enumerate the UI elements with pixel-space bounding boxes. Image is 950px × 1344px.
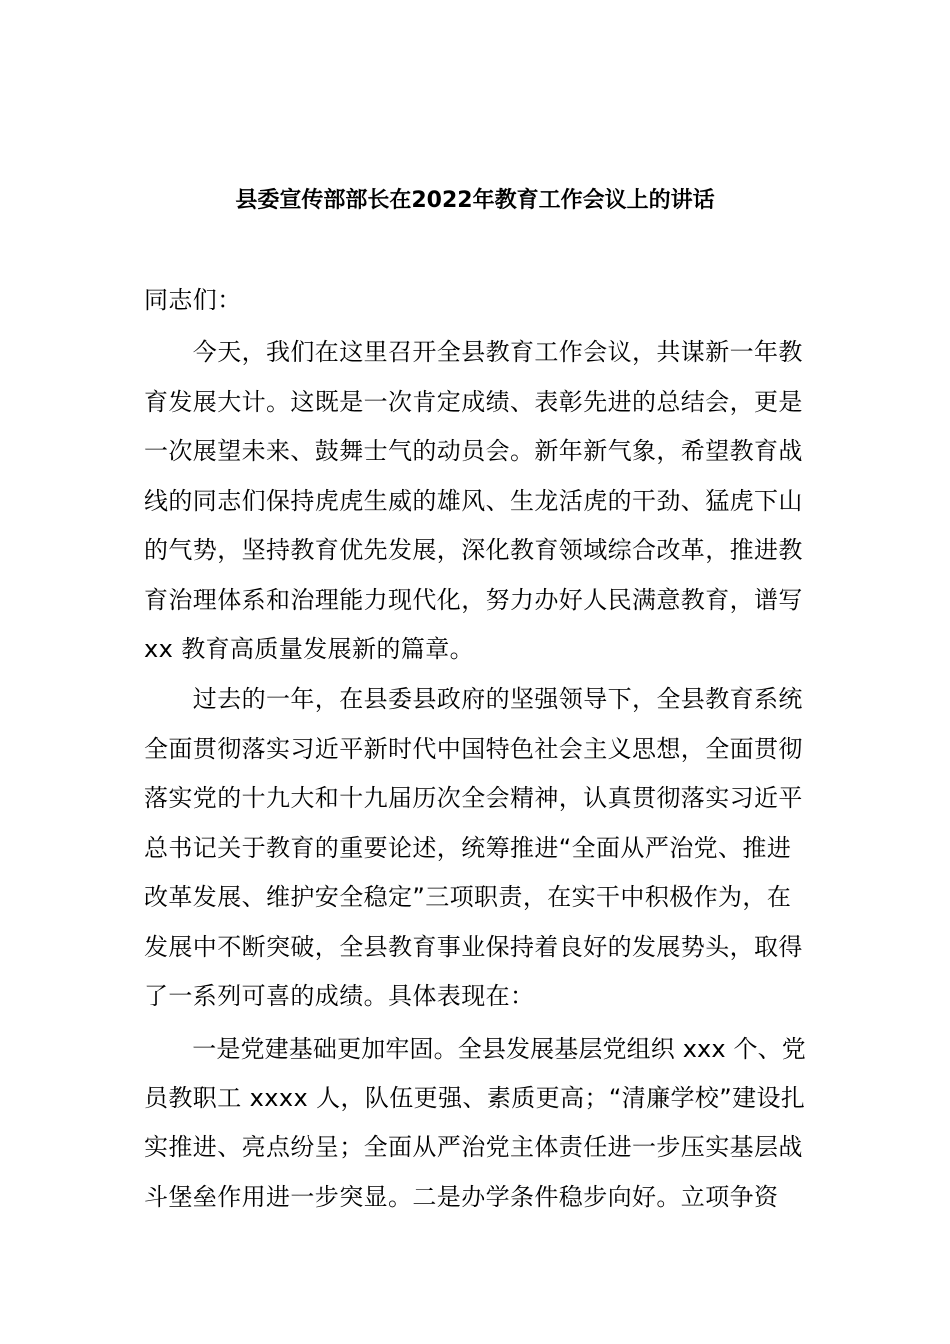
text-line: 发展中不断突破，全县教育事业保持着良好的发展势头，取得 bbox=[144, 933, 803, 961]
text-line: 总书记关于教育的重要论述，统筹推进“全面从严治党、推进 bbox=[144, 834, 792, 862]
text-line: 员教职工 xxxx 人，队伍更强、素质更高；“清廉学校”建设扎 bbox=[144, 1084, 806, 1112]
text-line: 一是党建基础更加牢固。全县发展基层党组织 xxx 个、党 bbox=[144, 1035, 806, 1063]
text-line: 落实党的十九大和十九届历次全会精神，认真贯彻落实习近平 bbox=[144, 784, 803, 812]
text-line: 育发展大计。这既是一次肯定成绩、表彰先进的总结会，更是 bbox=[144, 388, 803, 416]
text-line: 一次展望未来、鼓舞士气的动员会。新年新气象，希望教育战 bbox=[144, 437, 803, 465]
document-title: 县委宣传部部长在2022年教育工作会议上的讲话 bbox=[235, 188, 715, 213]
text-line: xx 教育高质量发展新的篇章。 bbox=[144, 635, 475, 663]
text-line: 实推进、亮点纷呈；全面从严治党主体责任进一步压实基层战 bbox=[144, 1133, 803, 1161]
text-line: 同志们： bbox=[144, 286, 242, 314]
text-line: 了一系列可喜的成绩。具体表现在： bbox=[144, 982, 535, 1010]
text-line: 斗堡垒作用进一步突显。二是办学条件稳步向好。立项争资 bbox=[144, 1183, 779, 1211]
text-line: 育治理体系和治理能力现代化，努力办好人民满意教育，谱写 bbox=[144, 586, 803, 614]
text-line: 的气势，坚持教育优先发展，深化教育领域综合改革，推进教 bbox=[144, 536, 803, 564]
text-line: 全面贯彻落实习近平新时代中国特色社会主义思想，全面贯彻 bbox=[144, 735, 803, 763]
text-line: 线的同志们保持虎虎生威的雄风、生龙活虎的干劲、猛虎下山 bbox=[144, 487, 803, 515]
text-line: 改革发展、维护安全稳定”三项职责，在实干中积极作为，在 bbox=[144, 883, 792, 911]
text-line: 今天，我们在这里召开全县教育工作会议，共谋新一年教 bbox=[144, 338, 803, 366]
text-line: 过去的一年，在县委县政府的坚强领导下，全县教育系统 bbox=[144, 685, 803, 713]
